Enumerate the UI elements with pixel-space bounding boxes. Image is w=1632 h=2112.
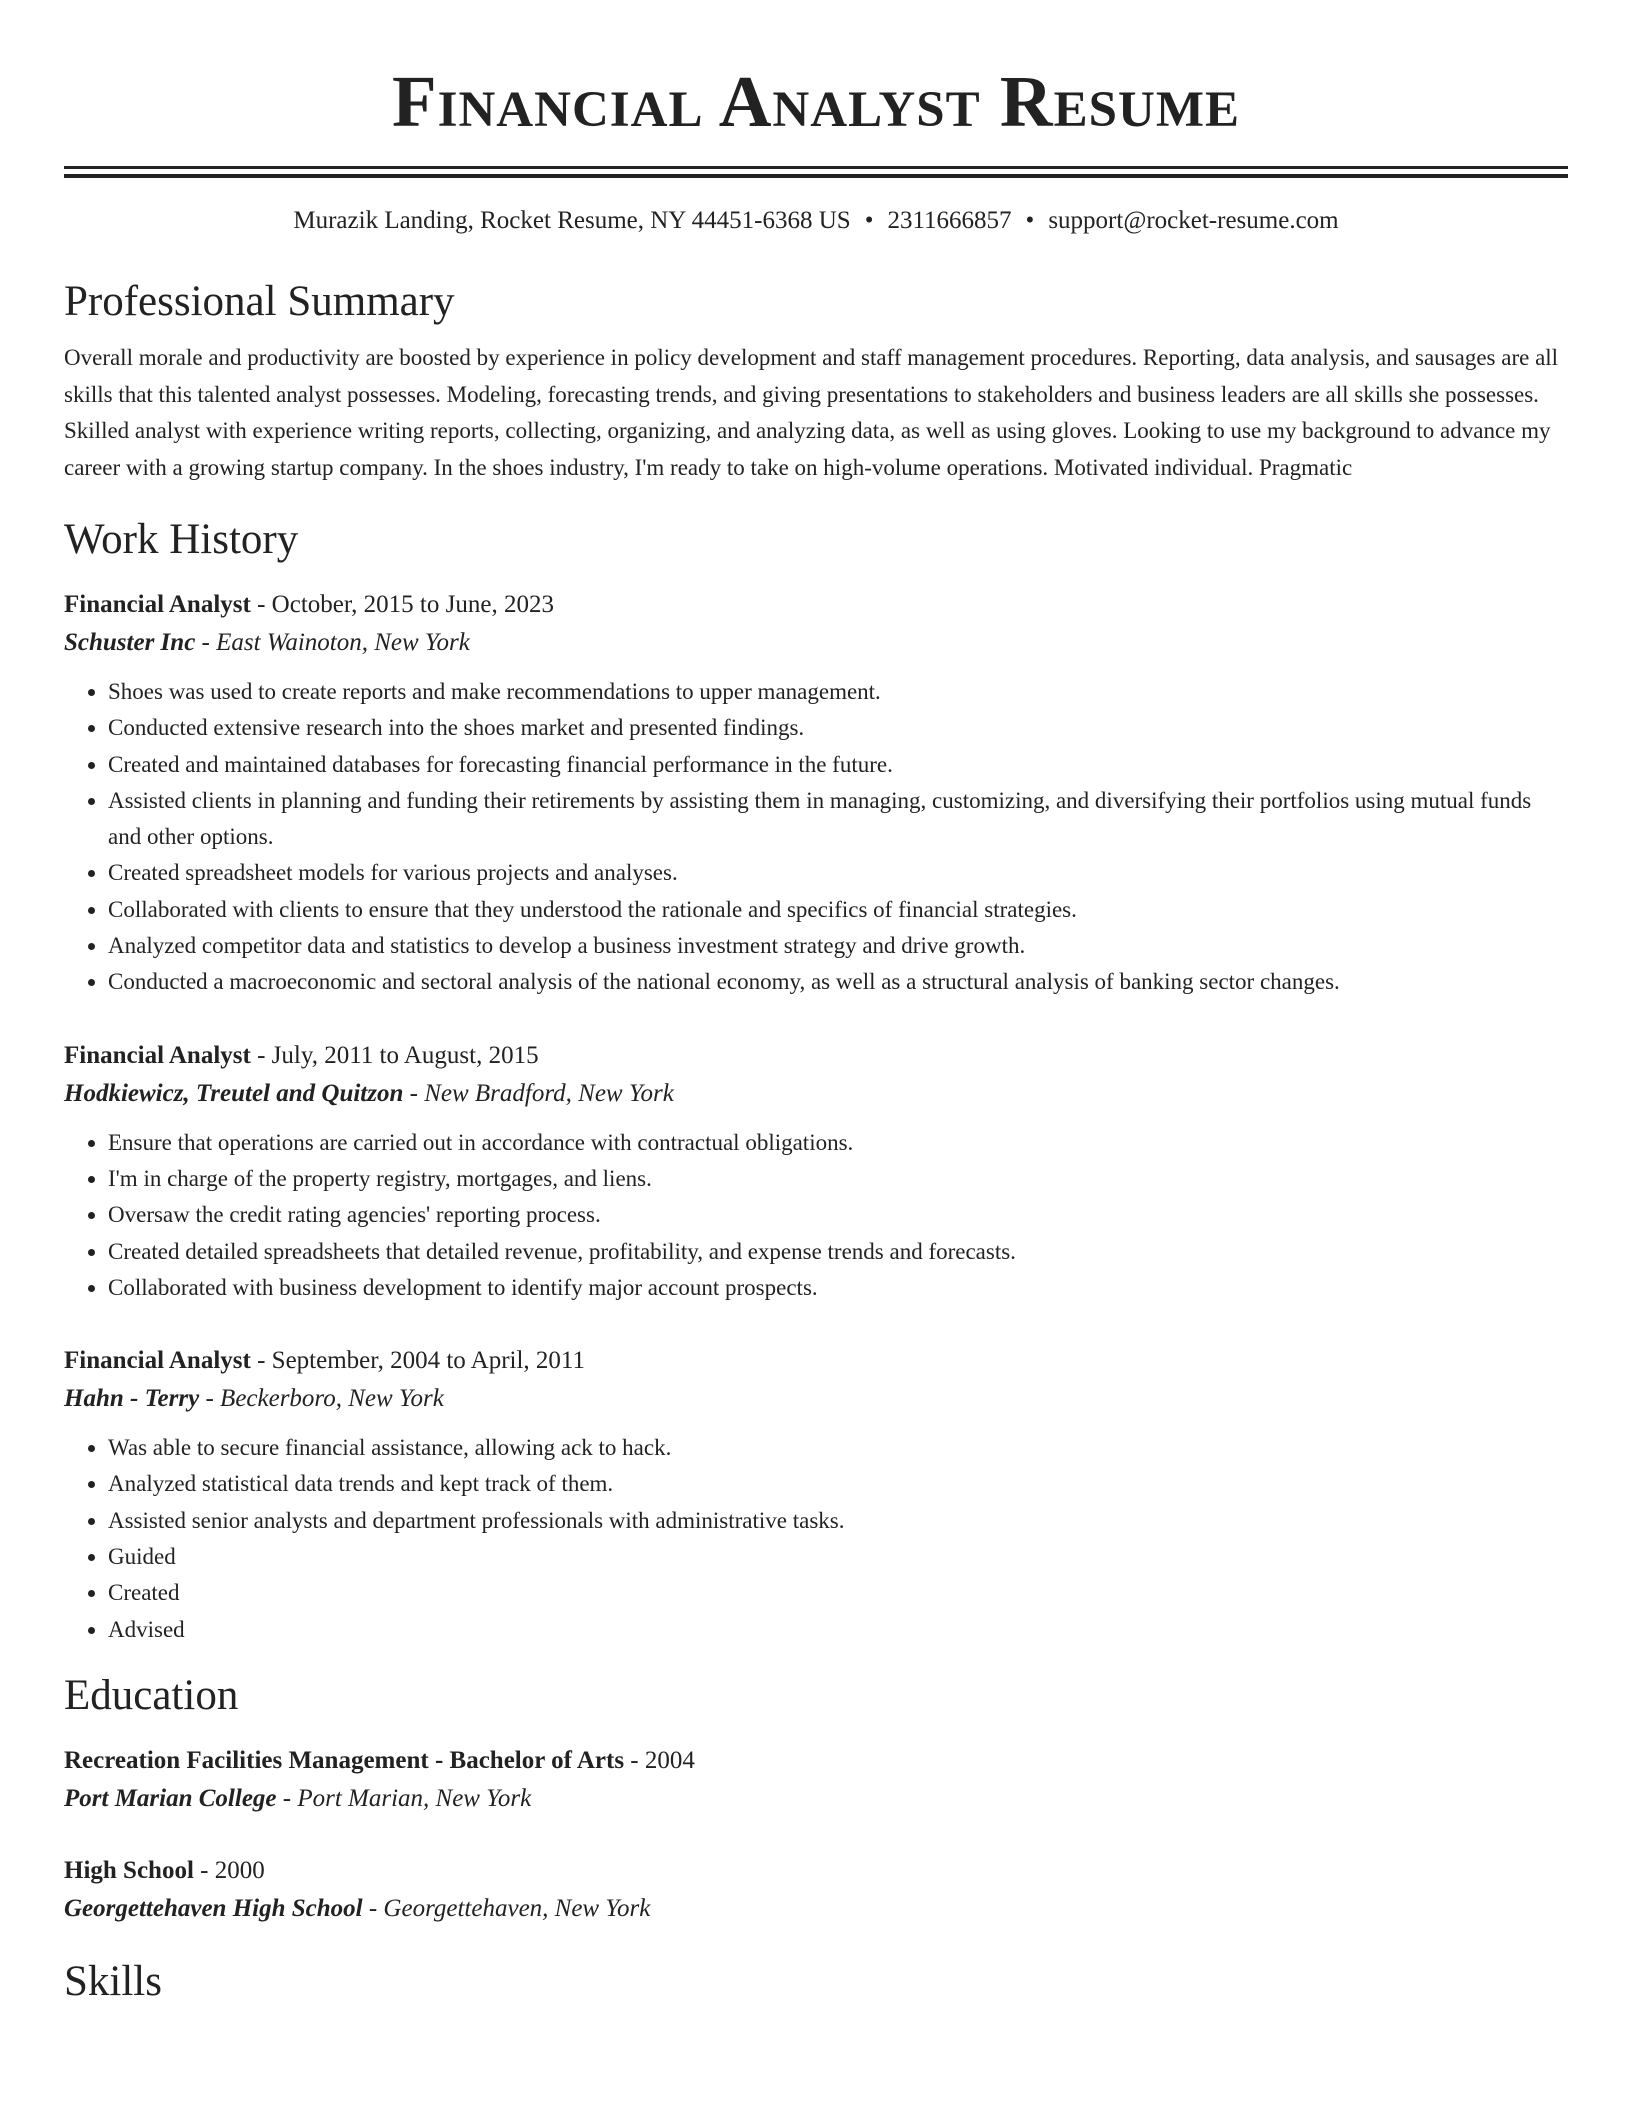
job-location: - Beckerboro, New York: [199, 1385, 444, 1413]
job-company-line: [64, 1075, 1568, 1113]
job-role: Financial Analyst: [64, 1347, 251, 1375]
education-entry: [64, 1852, 1568, 1928]
job-bullet: • Ensure that operations are carried out in accordance with contractual obligations.: [108, 1125, 1568, 1161]
degree-line: [64, 1852, 1568, 1890]
job-title-line: [64, 1342, 1568, 1380]
education-section: [64, 1668, 1568, 1928]
job-bullet: • Was able to secure financial assistance, allowing ack to hack.: [108, 1430, 1568, 1466]
graduation-year: - 2004: [624, 1746, 695, 1774]
job-location: - East Wainoton, New York: [195, 629, 470, 656]
job-bullet: • Assisted senior analysts and department professionals with administrative tasks.: [108, 1503, 1568, 1539]
job-bullets: [64, 1125, 1568, 1306]
graduation-year: - 2000: [193, 1856, 265, 1884]
section-heading: Work History: [64, 516, 299, 563]
job-bullet: • Conducted extensive research into the shoes market and presented findings.: [108, 710, 1568, 746]
job-role: Financial Analyst: [64, 1041, 251, 1069]
job-bullet: • Oversaw the credit rating agencies' reporting process.: [108, 1197, 1568, 1233]
job-bullet: • I'm in charge of the property registry, mortgages, and liens.: [108, 1161, 1568, 1197]
contact-phone: 2311666857: [887, 207, 1012, 234]
job-bullet: • Created detailed spreadsheets that detailed revenue, profitability, and expense trends and forecasts.: [108, 1234, 1568, 1270]
job-bullet: • Shoes was used to create reports and make recommendations to upper management.: [108, 674, 1568, 710]
contact-email: support@rocket-resume.com: [1048, 207, 1339, 234]
skills-section: [64, 1954, 1568, 2010]
job-company: Hodkiewicz, Treutel and Quitzon: [64, 1079, 404, 1107]
contact-line: [64, 204, 1568, 238]
job-bullet: • Created and maintained databases for forecasting financial performance in the future.: [108, 747, 1568, 783]
title-divider: [64, 166, 1568, 178]
job-bullet: • Assisted clients in planning and funding their retirements by assisting them in managing, customizing, and diversifying their portfolios using mutual funds and other options.: [108, 783, 1568, 856]
professional-summary-section: [64, 274, 1568, 486]
job-bullet: • Created spreadsheet models for various projects and analyses.: [108, 855, 1568, 891]
contact-address: Murazik Landing, Rocket Resume, NY 44451-6368 US: [293, 207, 851, 234]
summary-text: Overall morale and productivity are boosted by experience in policy development and staff management procedures. Reporting, data analysis, and sausages are all skills that this talented analyst possesses. Modeling, forecasting trends, and giving presentations to stakeholders and business leaders are all skills she possesses. Skilled analyst with experience writing reports, collecting, organizing, and analyzing data, as well as using gloves. Looking to use my background to advance my career with a growing startup company. In the shoes industry, I'm ready to take on high-volume operations. Motivated individual. Pragmatic: [64, 345, 1559, 480]
job-dates: - October, 2015 to June, 2023: [250, 591, 554, 618]
section-heading: Education: [64, 1671, 239, 1719]
job-bullet: • Conducted a macroeconomic and sectoral analysis of the national economy, as well as a structural analysis of banking sector changes.: [108, 964, 1568, 1000]
degree-line: [64, 1742, 1568, 1780]
contact-separator: •: [1025, 207, 1035, 234]
job-company: Schuster Inc: [64, 629, 196, 656]
job-bullet: • Collaborated with business development to identify major account prospects.: [108, 1270, 1568, 1306]
school-location: - Port Marian, New York: [276, 1784, 532, 1812]
school-name: Port Marian College: [64, 1784, 277, 1812]
work-history-section: [64, 512, 1568, 1648]
job-company: Hahn - Terry: [64, 1385, 200, 1413]
job-bullet: • Guided: [108, 1539, 1568, 1575]
job-bullet: • Created: [108, 1575, 1568, 1611]
school-line: [64, 1780, 1568, 1818]
job-entry: [64, 1037, 1568, 1306]
job-bullet: • Analyzed competitor data and statistics to develop a business investment strategy and drive growth.: [108, 928, 1568, 964]
job-bullet: • Collaborated with clients to ensure that they understood the rationale and specifics of financial strategies.: [108, 892, 1568, 928]
education-entry: [64, 1742, 1568, 1818]
school-name: Georgettehaven High School: [64, 1894, 363, 1922]
job-bullets: [64, 1430, 1568, 1648]
resume-title: Financial Analyst Resume: [392, 61, 1240, 142]
job-bullets: [64, 674, 1568, 1001]
degree: Recreation Facilities Management - Bachelor of Arts: [64, 1746, 625, 1774]
job-title-line: [64, 586, 1568, 624]
job-company-line: [64, 1380, 1568, 1418]
section-heading: Skills: [64, 1957, 162, 2005]
school-line: [64, 1890, 1568, 1928]
job-company-line: [64, 624, 1568, 662]
job-role: Financial Analyst: [64, 591, 251, 618]
job-bullet: • Analyzed statistical data trends and kept track of them.: [108, 1466, 1568, 1502]
degree: High School: [64, 1856, 194, 1884]
contact-separator: •: [864, 207, 874, 234]
job-title-line: [64, 1037, 1568, 1075]
school-location: - Georgettehaven, New York: [362, 1894, 651, 1922]
job-location: - New Bradford, New York: [403, 1079, 674, 1107]
section-heading: Professional Summary: [64, 278, 455, 325]
job-dates: - July, 2011 to August, 2015: [250, 1041, 539, 1069]
job-bullet: • Advised: [108, 1612, 1568, 1648]
job-entry: [64, 586, 1568, 1001]
job-dates: - September, 2004 to April, 2011: [250, 1347, 585, 1375]
job-entry: [64, 1342, 1568, 1648]
